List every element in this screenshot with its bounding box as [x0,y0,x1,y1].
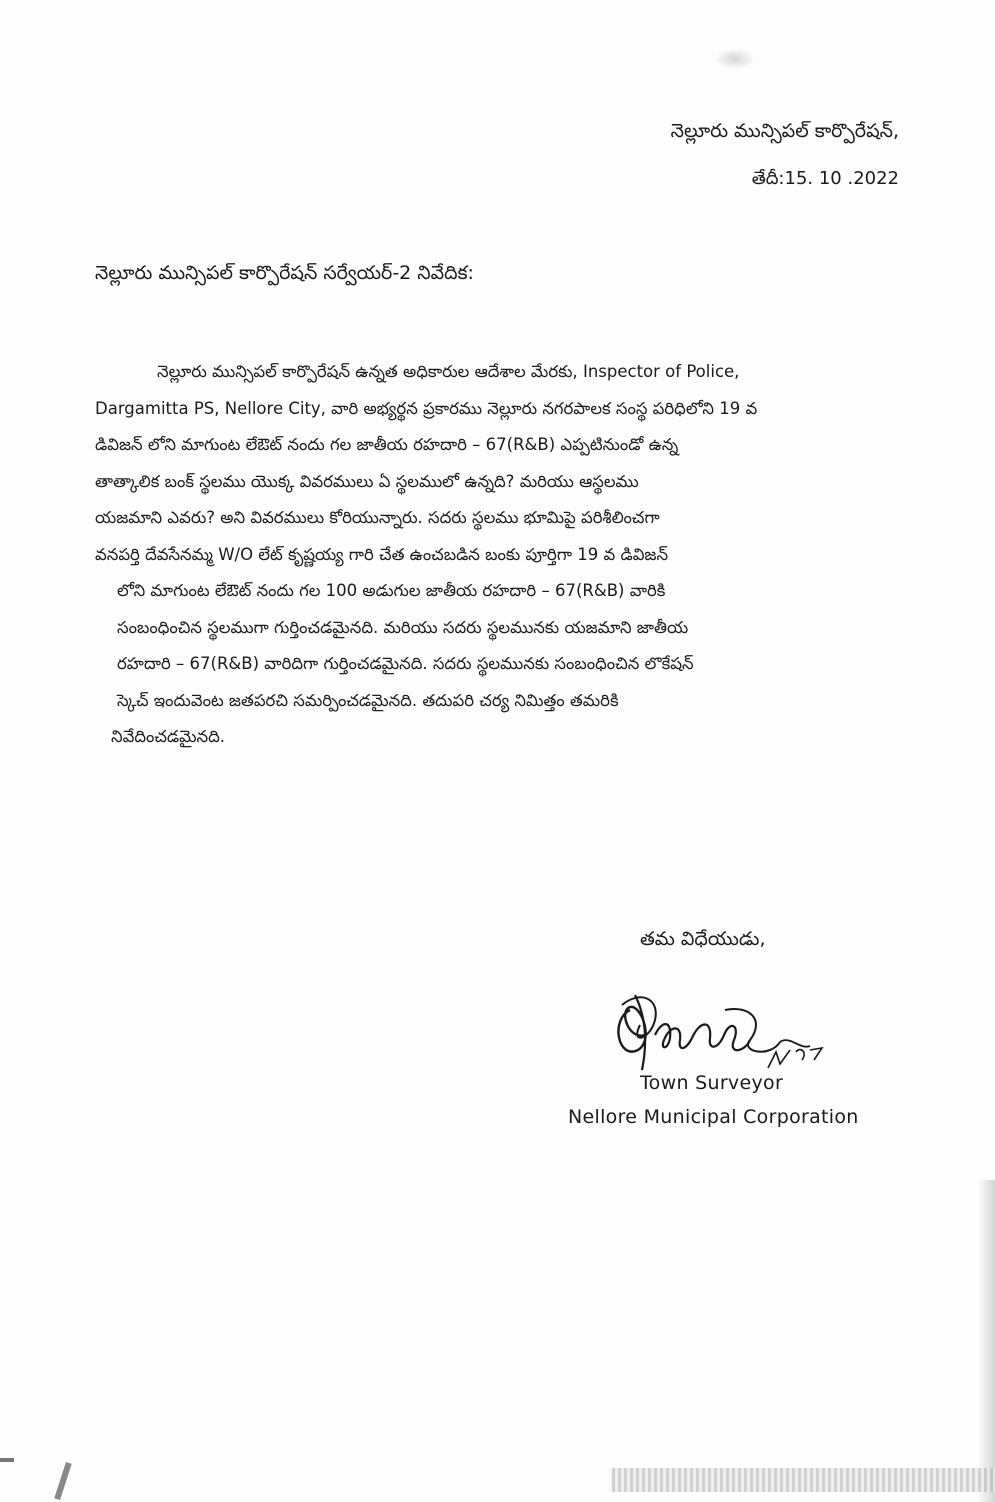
closing-salutation: తమ విధేయుడు, [640,928,766,950]
body-line: నివేదించడమైనది. [111,727,226,746]
body-line: సంబంధించిన స్థలముగా గుర్తించడమైనది. మరియు సదరు స్థలమునకు యజమాని జాతీయ [117,617,689,637]
letter-body [95,354,907,756]
scan-mark [0,1458,14,1462]
body-line: వనపర్తి దేవసేనమ్మ W/O లేట్ కృష్ణయ్య గారి చేత ఉంచబడిన బంకు పూర్తిగా 19 వ డివిజన్ [95,544,669,564]
body-line: స్కెచ్ ఇందువెంట జతపరచి సమర్పించడమైనది. తదుపరి చర్య నిమిత్తం తమరికి [117,690,619,710]
scan-edge-shadow [978,1180,995,1502]
body-line: డివిజన్ లోని మాగుంట లేఔట్ నందు గల జాతీయ రహదారి – 67(R&B) ఎప్పటినుండో ఉన్న [95,435,679,454]
scan-smudge [715,48,755,70]
body-line: రహదారి – 67(R&B) వారిదిగా గుర్తించడమైనది. సదరు స్థలమునకు సంబంధించిన లొకేషన్ [117,654,694,673]
body-line: తాత్కాలిక బంక్ స్థలము యొక్క వివరములు ఏ స్థలములో ఉన్నది? మరియు ఆస్థలము [95,471,639,491]
body-line: లోని మాగుంట లేఔట్ నందు గల 100 అడుగుల జాతీయ రహదారి – 67(R&B) వారికి [117,581,666,600]
letter-date: తేదీ:15. 10 .2022 [751,168,899,189]
office-address: నెల్లూరు మున్సిపల్ కార్పొరేషన్, [670,120,899,142]
body-line: Dargamitta PS, Nellore City, వారి అభ్యర్థన ప్రకారము నెల్లూరు నగరపాలక సంస్థ పరిధిలోని 19 వ [95,398,758,418]
letter-subject: నెల్లూరు మున్సిపల్ కార్పొరేషన్ సర్వేయర్-2 నివేదిక: [95,262,474,284]
scan-mark [54,1462,71,1500]
signatory-title: Town Surveyor [640,1072,784,1094]
scan-edge-artifact [612,1468,995,1492]
body-line: నెల్లూరు మున్సిపల్ కార్పొరేషన్ ఉన్నత అధికారుల ఆదేశాల మేరకు, Inspector of Police, [157,362,740,381]
signatory-organization: Nellore Municipal Corporation [568,1106,859,1128]
body-line: యజమాని ఎవరు? అని వివరములు కోరియున్నారు. సదరు స్థలము భూమిపై పరిశీలించగా [95,508,660,527]
